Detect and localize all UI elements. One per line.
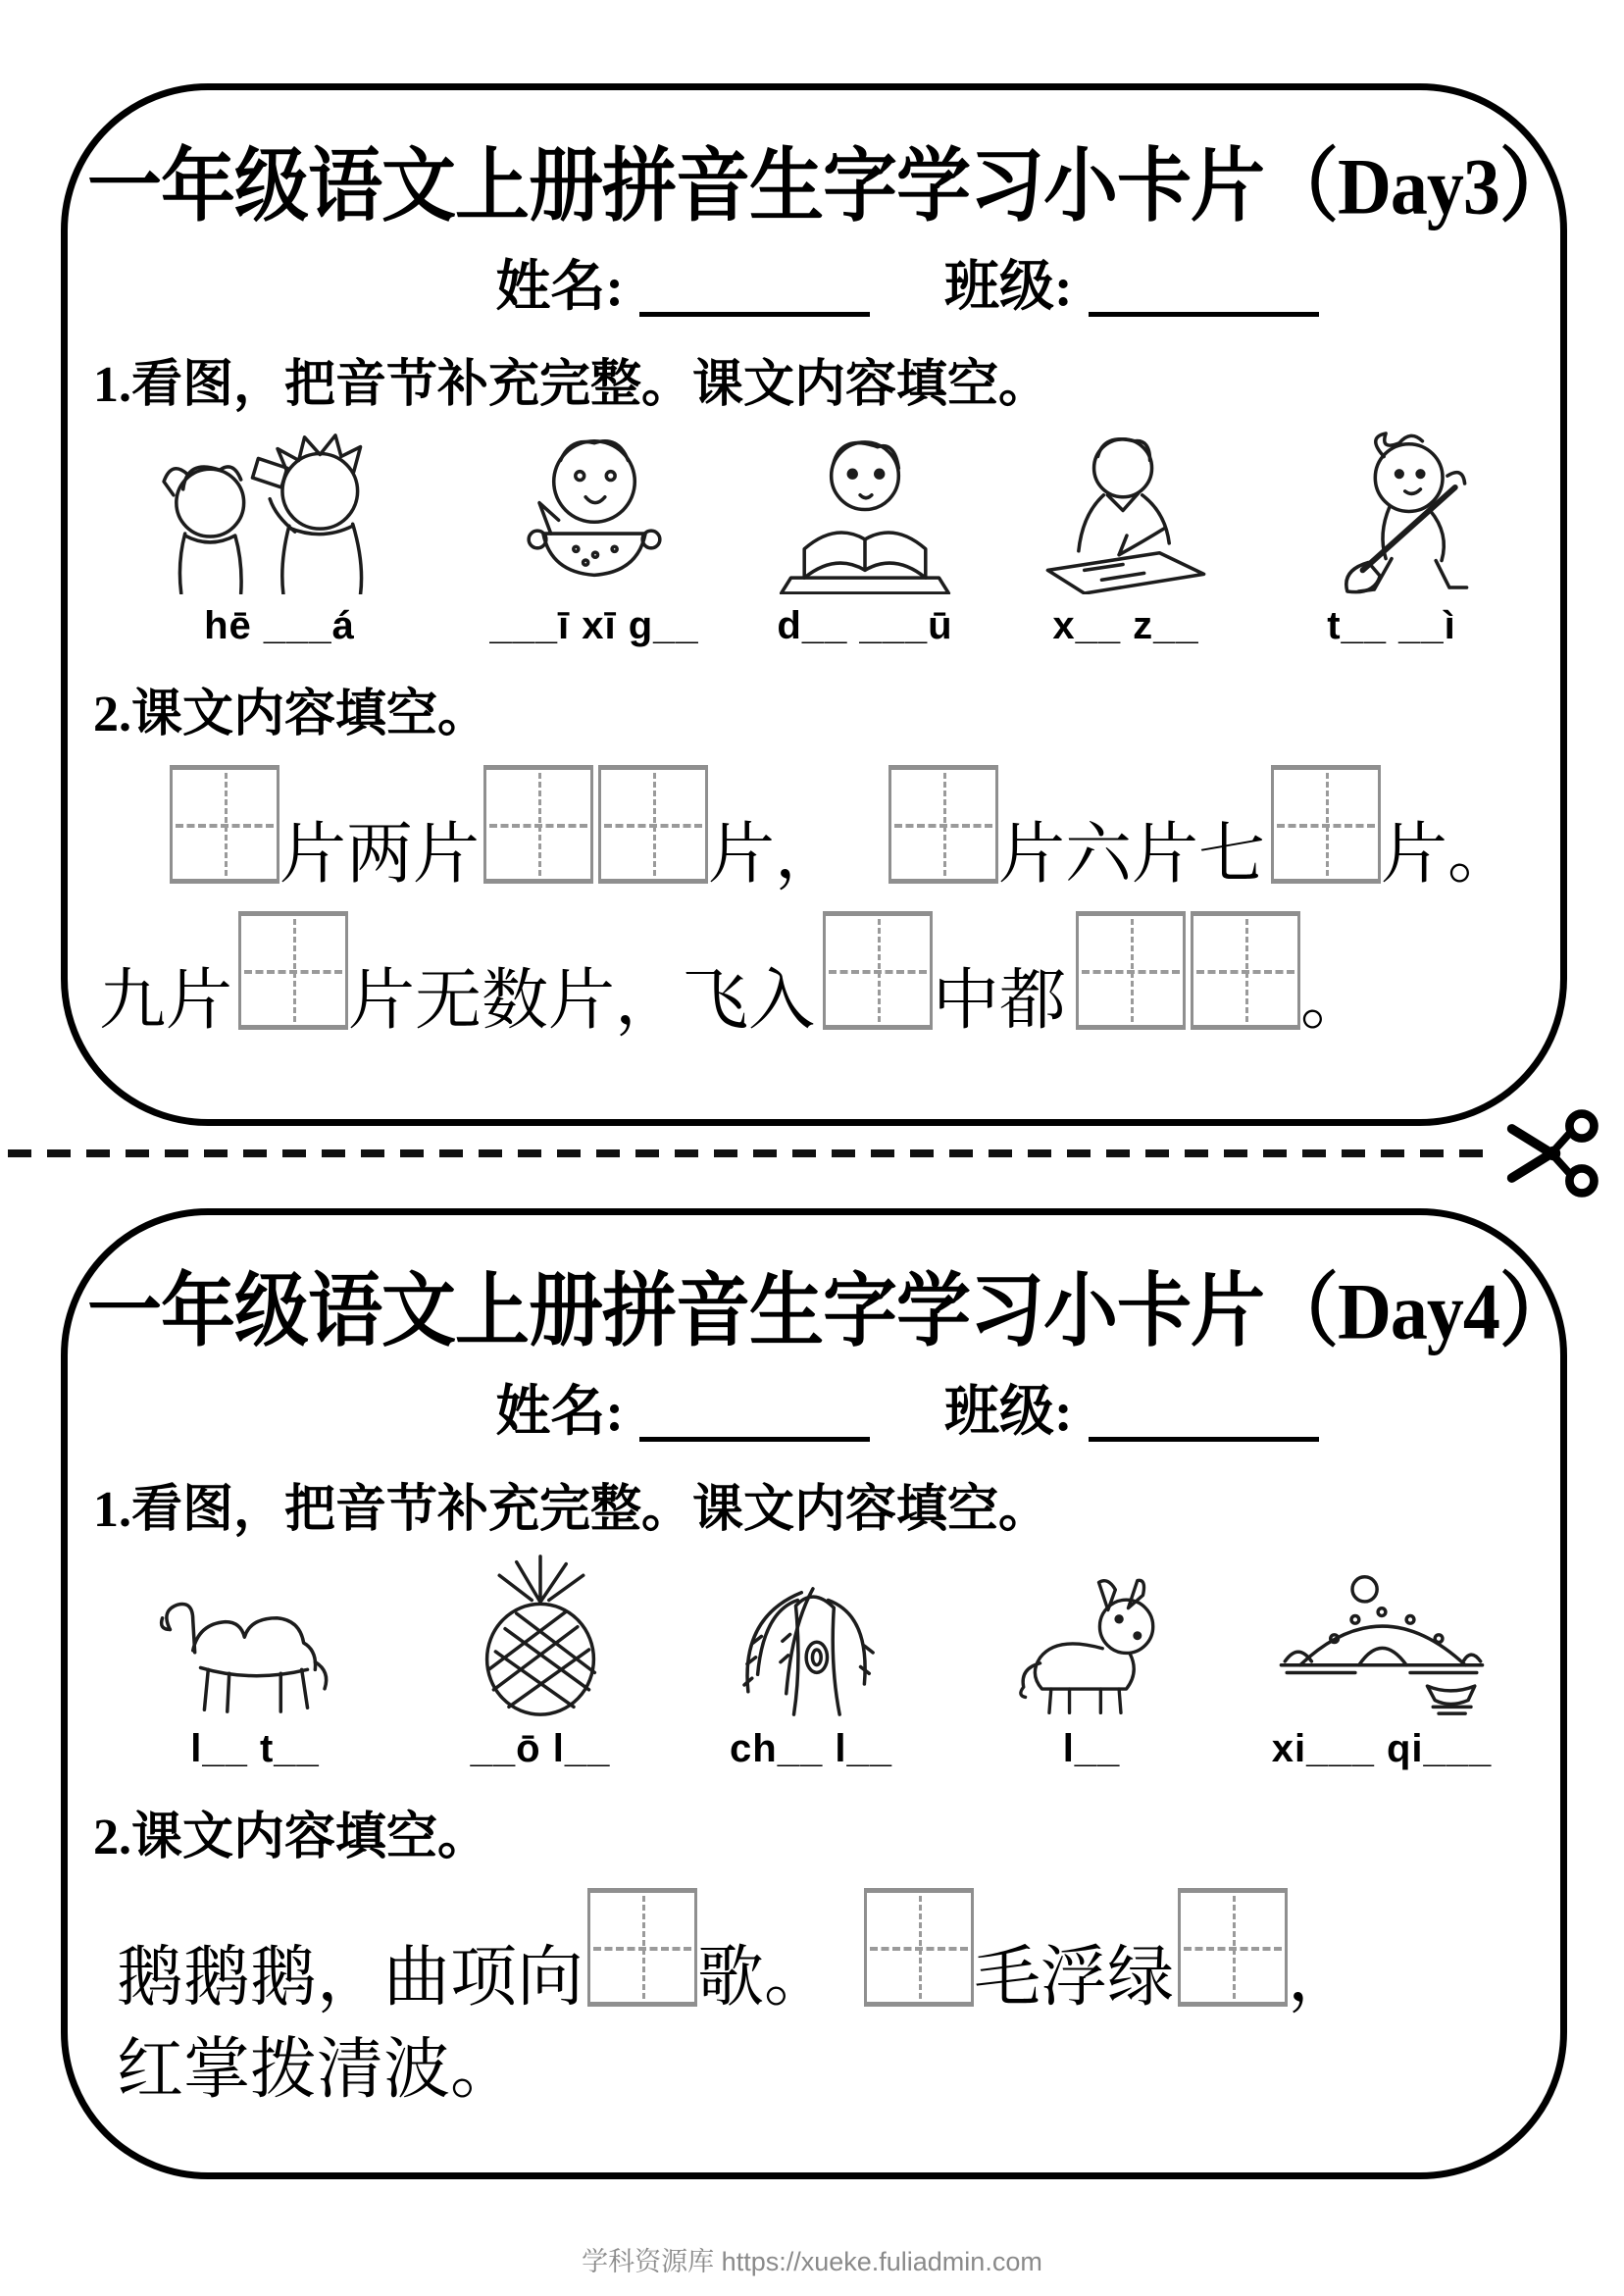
day4-question2-label: 2.课文内容填空。	[93, 1809, 489, 1865]
name-field	[495, 258, 870, 319]
bridge-and-boat-illustration	[1266, 1570, 1497, 1717]
scissors-icon	[1502, 1108, 1606, 1199]
writing-grid-box	[483, 765, 593, 884]
day3-name-class-row	[87, 258, 1541, 319]
camel-illustration	[134, 1574, 376, 1717]
day3-pic-col-2	[474, 426, 715, 648]
day4-name-class-row	[87, 1383, 1541, 1444]
fill-text: 红掌拨清波。	[117, 2031, 518, 2107]
day3-card	[61, 83, 1573, 1126]
day3-pic-col-3	[764, 426, 966, 648]
willow-tree-illustration	[705, 1551, 917, 1717]
day4-pic-col-4	[990, 1574, 1193, 1771]
pinyin-blank-label: __ō l__	[470, 1726, 611, 1770]
writing-grid-box	[598, 765, 708, 884]
fill-text: 毛浮绿	[974, 1940, 1175, 2015]
day4-pic-col-3	[705, 1551, 917, 1771]
day4-picture-row	[87, 1541, 1541, 1771]
name-label: 姓名:	[495, 1382, 624, 1443]
day3-picture-row	[87, 416, 1541, 648]
fill-text: 片六片七	[998, 817, 1266, 893]
day3-question2-label: 2.课文内容填空。	[93, 686, 489, 742]
person-writing-illustration	[1015, 426, 1237, 594]
pineapple-illustration	[449, 1551, 632, 1717]
child-reading-book-illustration	[764, 426, 966, 594]
class-blank-line	[1089, 1430, 1319, 1442]
fill-text: 中都	[933, 963, 1067, 1039]
pinyin-blank-label: d__ ___ū	[777, 603, 953, 647]
writing-grid-box	[823, 911, 933, 1030]
day4-question1-label: 1.看图，把音节补充完整。课文内容填空。	[93, 1481, 1050, 1538]
name-field	[495, 1383, 870, 1444]
day4-pic-col-1	[134, 1574, 376, 1771]
fill-text: 。	[1300, 963, 1368, 1039]
fill-text: ，	[1288, 1940, 1355, 2015]
two-kids-drinking-illustration	[134, 426, 425, 594]
writing-grid-box	[1178, 1888, 1288, 2007]
fill-text: 片，	[708, 817, 842, 893]
fill-text: 片无数片，飞入	[348, 963, 816, 1039]
dashed-cut-line	[8, 1149, 1491, 1157]
writing-grid-box	[238, 911, 348, 1030]
writing-grid-box	[170, 765, 279, 884]
day3-fill-line-1	[87, 765, 1541, 892]
class-field	[944, 1383, 1319, 1444]
day4-card	[61, 1208, 1573, 2179]
day4-title: 一年级语文上册拼音生字学习小卡片（Day4）	[87, 1267, 1573, 1356]
writing-grid-box	[888, 765, 998, 884]
name-label: 姓名:	[495, 257, 624, 318]
day3-pic-col-4	[1015, 426, 1237, 648]
day4-pic-col-2	[449, 1551, 632, 1771]
writing-grid-box	[864, 1888, 974, 2007]
pinyin-blank-label: hē ___á	[204, 603, 355, 647]
fill-text: 片两片	[279, 817, 481, 893]
fill-text: 歌。	[697, 1940, 832, 2015]
writing-grid-box	[587, 1888, 697, 2007]
writing-grid-box	[1271, 765, 1381, 884]
class-field	[944, 258, 1319, 319]
pinyin-blank-label: l__	[1062, 1726, 1121, 1770]
day3-title: 一年级语文上册拼音生字学习小卡片（Day3）	[87, 142, 1573, 231]
pinyin-blank-label: l__ t__	[190, 1726, 320, 1770]
pinyin-blank-label: ___ī xī g__	[489, 603, 699, 647]
pinyin-blank-label: ch__ l__	[730, 1726, 892, 1770]
day3-question1-label: 1.看图，把音节补充完整。课文内容填空。	[93, 356, 1050, 413]
fill-text: 片。	[1381, 817, 1515, 893]
writing-grid-box	[1076, 911, 1186, 1030]
pinyin-blank-label: x__ z__	[1052, 603, 1199, 647]
day4-fill-line-1	[87, 1888, 1541, 2015]
pinyin-blank-label: t__ __ì	[1327, 603, 1456, 647]
writing-grid-box	[1191, 911, 1300, 1030]
day4-fill-line-2	[87, 2031, 1541, 2107]
day3-pic-col-1	[134, 426, 425, 648]
child-eating-watermelon-illustration	[474, 426, 715, 594]
name-blank-line	[639, 1430, 870, 1442]
fill-text: 鹅鹅鹅，曲项向	[117, 1940, 584, 2015]
cut-line-row	[8, 1108, 1618, 1199]
name-blank-line	[639, 305, 870, 317]
day4-pic-col-5	[1266, 1570, 1497, 1771]
footer-credit: 学科资源库 https://xueke.fuliadmin.com	[582, 2247, 1042, 2276]
day3-pic-col-5	[1286, 426, 1497, 648]
fill-text: 九片	[99, 963, 233, 1039]
class-blank-line	[1089, 305, 1319, 317]
pinyin-blank-label: xi___ qi___	[1271, 1726, 1493, 1770]
donkey-illustration	[990, 1574, 1193, 1717]
child-digging-illustration	[1286, 426, 1497, 594]
day3-fill-line-2	[87, 911, 1541, 1038]
class-label: 班级:	[944, 257, 1073, 318]
class-label: 班级:	[944, 1382, 1073, 1443]
